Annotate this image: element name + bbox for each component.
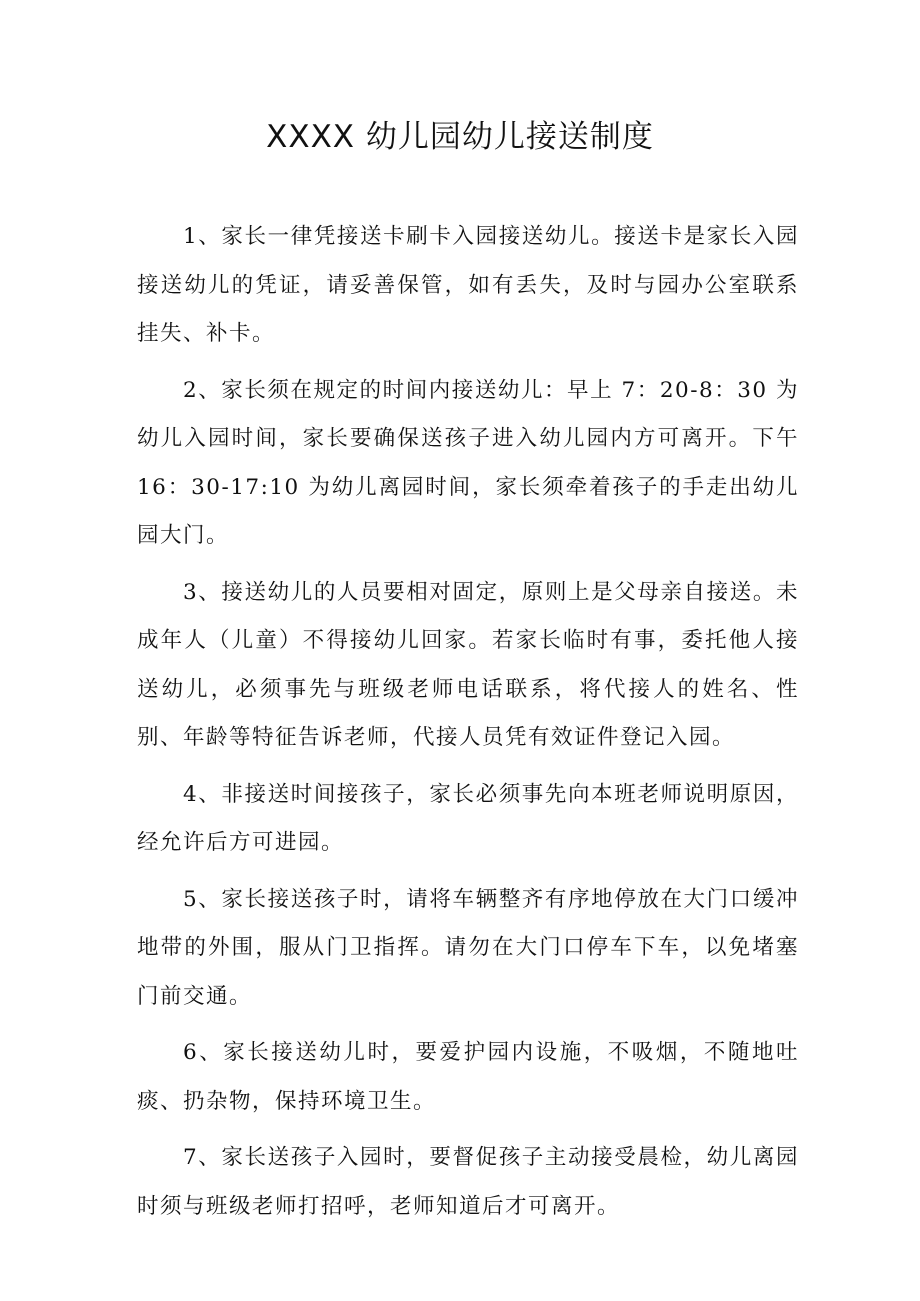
rule-paragraph-1: 1、家长一律凭接送卡刷卡入园接送幼儿。接送卡是家长入园接送幼儿的凭证，请妥善保管，如有丢失，及时与园办公室联系挂失、补卡。 xyxy=(137,224,799,346)
rule-paragraph-4: 4、非接送时间接孩子，家长必须事先向本班老师说明原因，经允许后方可进园。 xyxy=(137,781,799,855)
document-title: XXXX 幼儿园幼儿接送制度 xyxy=(266,119,654,155)
rule-paragraph-2: 2、家长须在规定的时间内接送幼儿：早上 7：20-8：30 为幼儿入园时间，家长要确保送孩子进入幼儿园内方可离开。下午 16：30-17:10 为幼儿离园时间，家长须牵着孩子的手走出幼儿园大门。 xyxy=(137,377,799,548)
rule-paragraph-5: 5、家长接送孩子时，请将车辆整齐有序地停放在大门口缓冲地带的外围，服从门卫指挥。请勿在大门口停车下车，以免堵塞门前交通。 xyxy=(137,886,799,1009)
rule-paragraph-7: 7、家长送孩子入园时，要督促孩子主动接受晨检，幼儿离园时须与班级老师打招呼，老师知道后才可离开。 xyxy=(137,1145,799,1219)
rule-paragraph-6: 6、家长接送幼儿时，要爱护园内设施，不吸烟，不随地吐痰、扔杂物，保持环境卫生。 xyxy=(137,1040,799,1114)
rule-paragraph-3: 3、接送幼儿的人员要相对固定，原则上是父母亲自接送。未成年人（儿童）不得接幼儿回家。若家长临时有事，委托他人接送幼儿，必须事先与班级老师电话联系，将代接人的姓名、性别、年龄等特征告诉老师，代接人员凭有效证件登记入园。 xyxy=(137,579,799,750)
document-body xyxy=(137,213,799,1239)
